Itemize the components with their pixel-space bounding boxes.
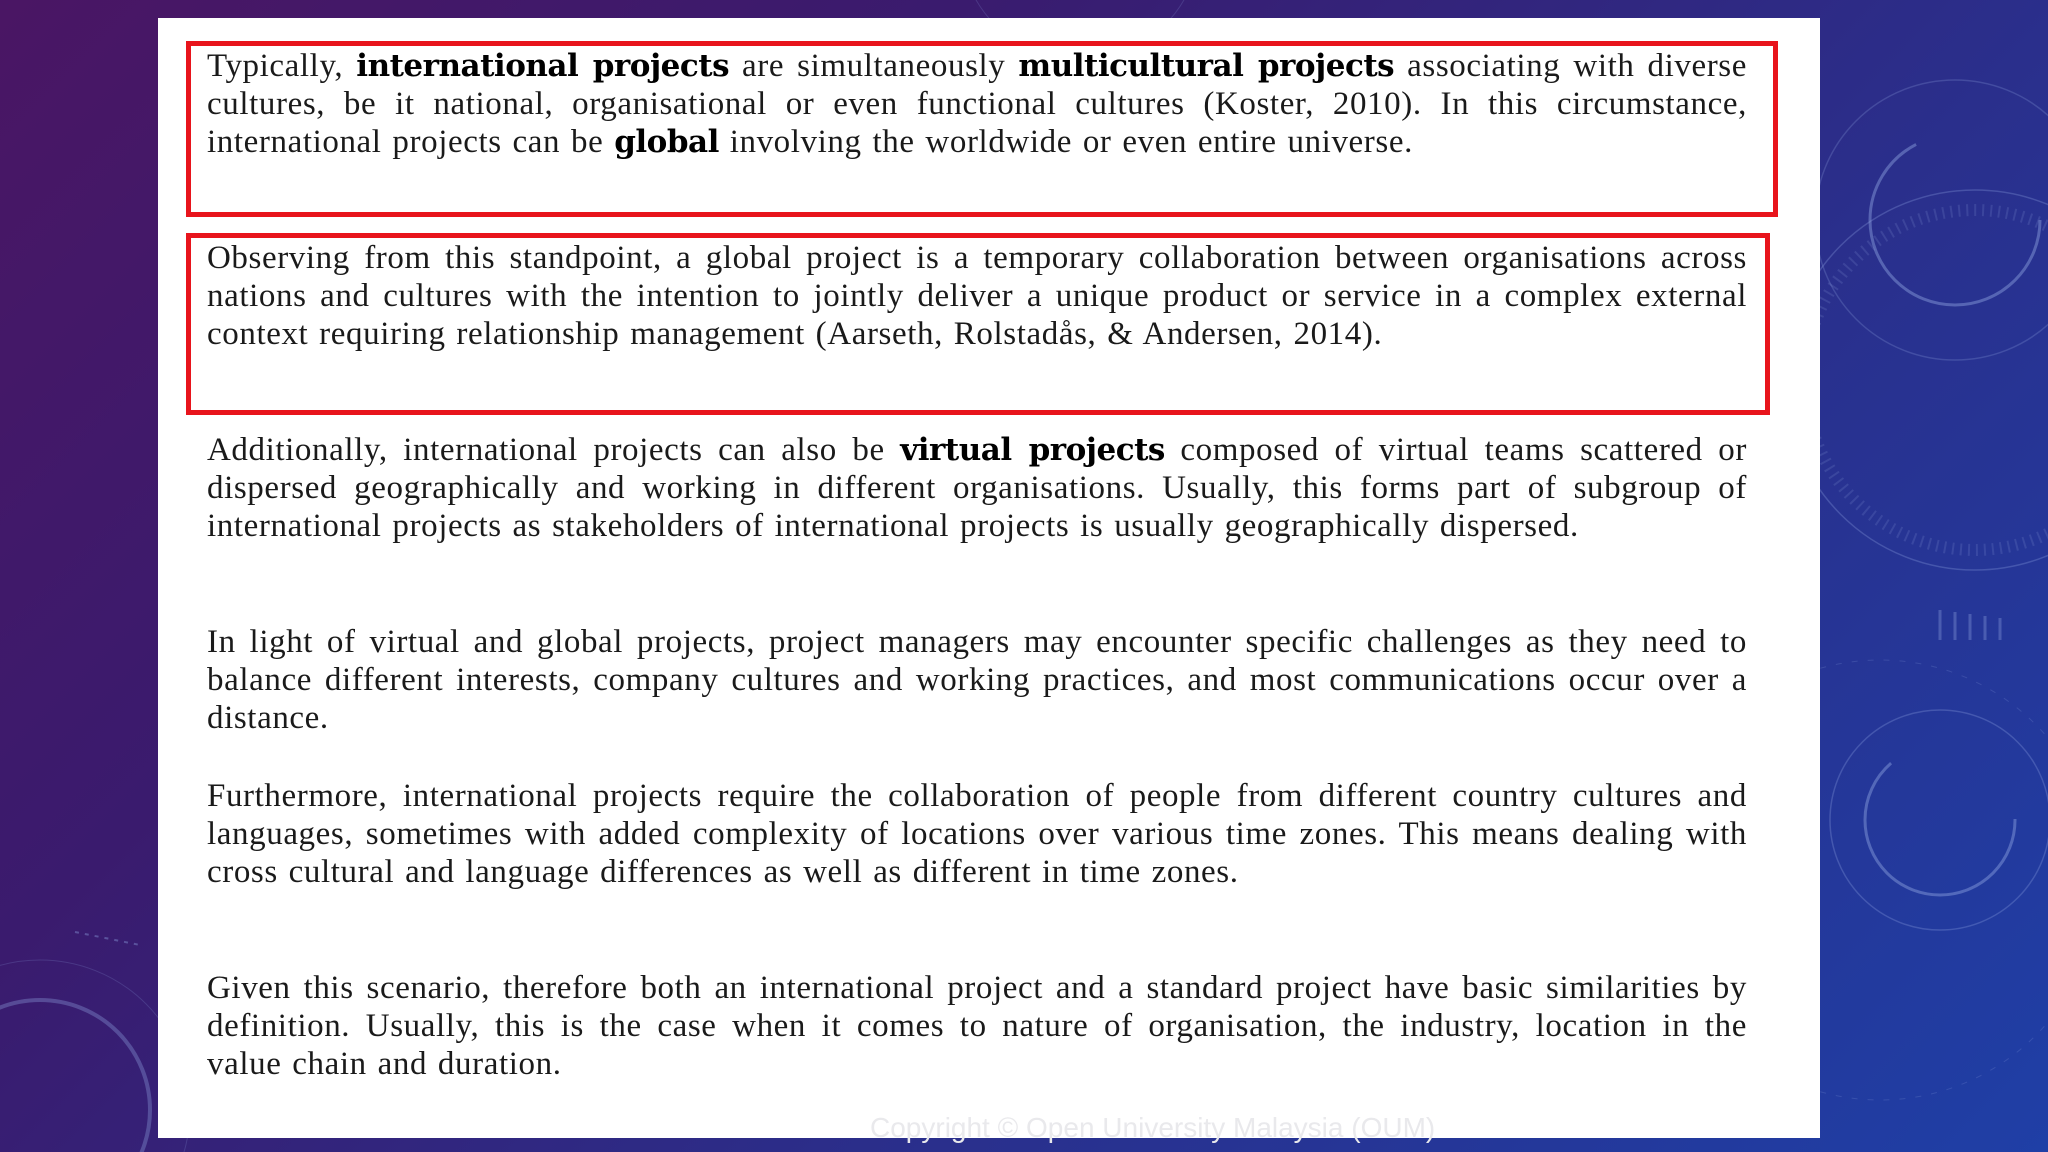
copyright-watermark: Copyright © Open University Malaysia (OUM) bbox=[870, 1112, 1436, 1143]
p1-bold-international-projects: international projects bbox=[356, 48, 730, 84]
paragraph-global-project-definition: Observing from this standpoint, a global project is a temporary collaboration between organisations across nations and cultures with the intention to jointly deliver a unique product or service in a complex external context requiring relationship management (Aarseth, Rolstadås, & Andersen, 2014). bbox=[207, 240, 1747, 352]
p3-text-1: Additionally, international projects can also be bbox=[207, 432, 901, 468]
paragraph-collaboration: Furthermore, international projects require the collaboration of people from different country cultures and languages, sometimes with added complexity of locations over various time zones. This means dealing with cross cultural and language differences as well as different in time zones. bbox=[207, 778, 1747, 890]
paragraph-virtual-projects bbox=[207, 431, 1747, 545]
p3-bold-virtual-projects: virtual projects bbox=[900, 432, 1165, 468]
p3-text-2: composed of virtual teams scattered or dispersed geographically and working in different organisations. Usually, this forms part of subgroup of international projects as stakeholders of international projects is usually geographically dispersed. bbox=[207, 432, 1747, 544]
p1-text-3: associating with diverse cultures, be it national, organisational or even functional cultures (Koster, 2010). In this circumstance, international projects can be bbox=[207, 48, 1747, 160]
p1-bold-global: global bbox=[614, 124, 719, 160]
p1-bold-multicultural-projects: multicultural projects bbox=[1018, 48, 1395, 84]
p1-text-1: Typically, bbox=[207, 48, 357, 84]
p1-text-2: are simultaneously bbox=[729, 48, 1019, 84]
paragraph-similarities: Given this scenario, therefore both an international project and a standard project have basic similarities by definition. Usually, this is the case when it comes to nature of organisation, the industry, location in the value chain and duration. bbox=[207, 970, 1747, 1082]
paragraph-challenges: In light of virtual and global projects, project managers may encounter specific challenges as they need to balance different interests, company cultures and working practices, and most communications occur over a distance. bbox=[207, 624, 1747, 736]
paragraph-international-projects bbox=[207, 47, 1747, 161]
p1-text-4: involving the worldwide or even entire universe. bbox=[718, 124, 1413, 160]
